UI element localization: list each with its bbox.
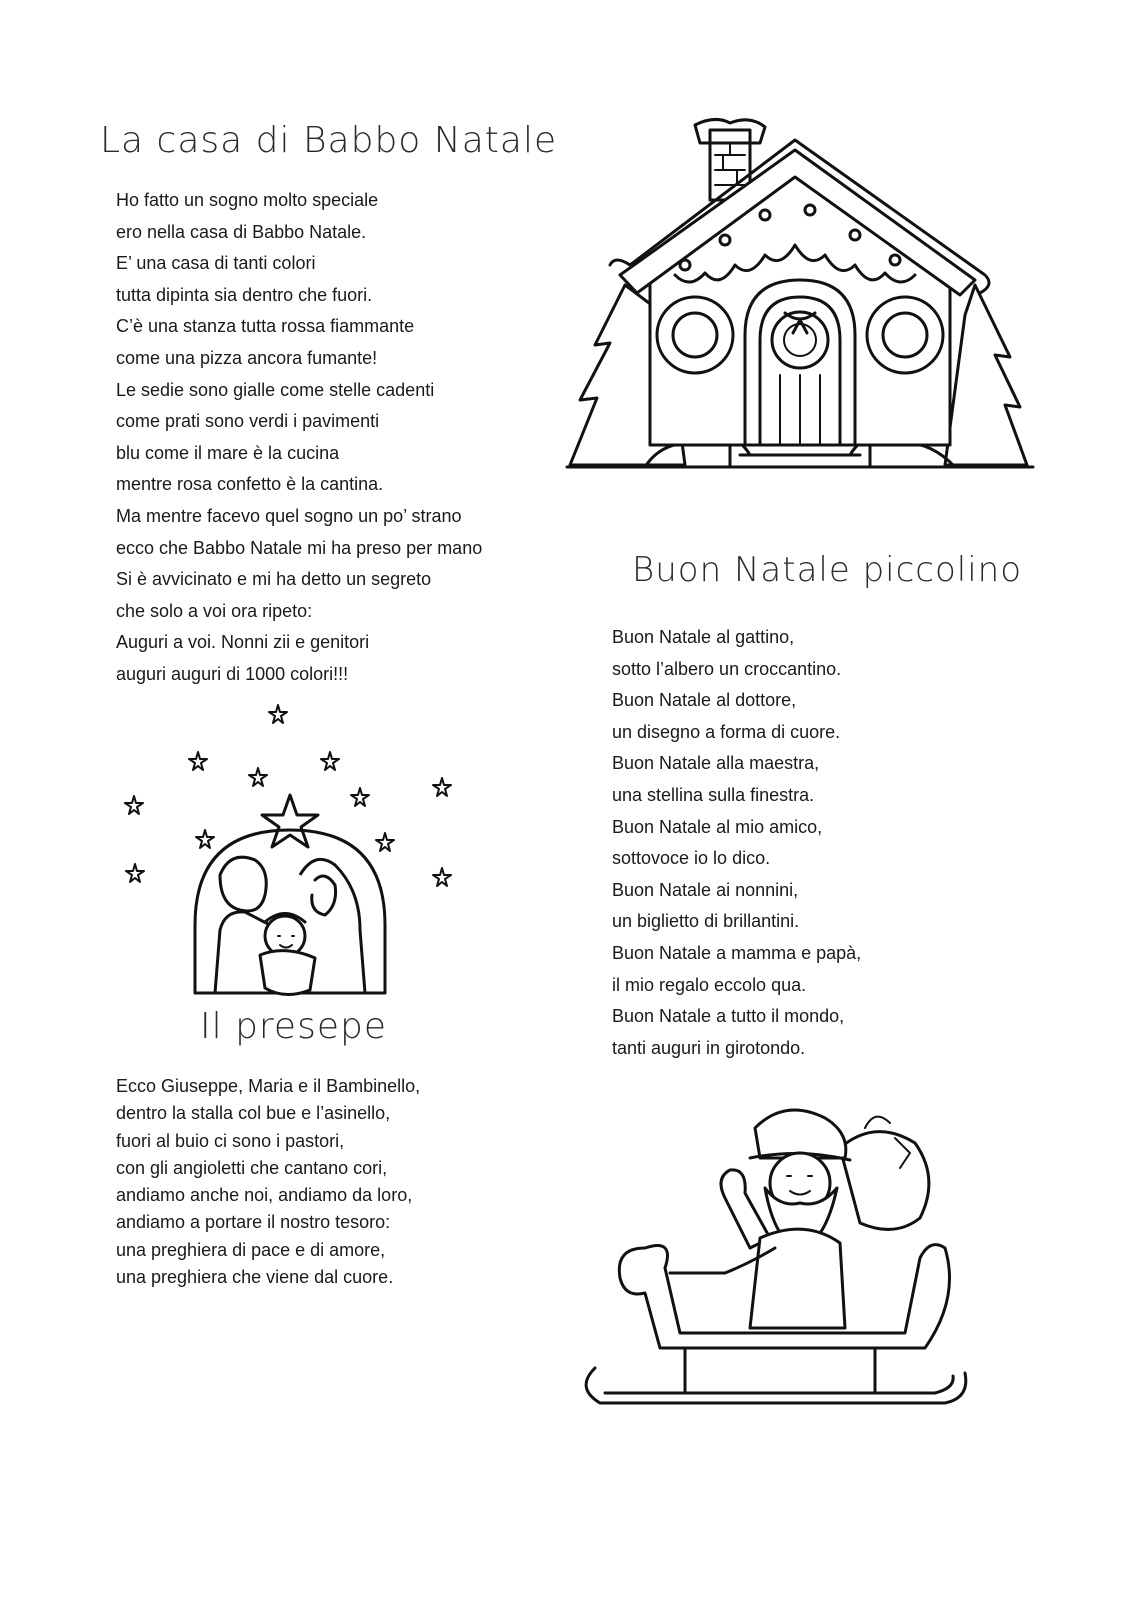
poem-line: ecco che Babbo Natale mi ha preso per mano (116, 537, 483, 558)
poem-line: Buon Natale a tutto il mondo, (612, 1006, 845, 1027)
poem-line: Buon Natale al dottore, (612, 690, 797, 711)
poem-line: Buon Natale a mamma e papà, (612, 942, 862, 963)
poem-casa-babbo-natale (116, 185, 482, 691)
poem-line: il mio regalo eccolo qua. (612, 974, 807, 995)
poem-line: Buon Natale alla maestra, (612, 753, 820, 774)
santa-sleigh-icon (575, 1098, 975, 1448)
poem-line: come prati sono verdi i pavimenti (116, 411, 380, 432)
poem-line: Ma mentre facevo quel sogno un po’ strano (116, 505, 462, 526)
poem-line: fuori al buio ci sono i pastori, (116, 1130, 345, 1151)
poem-line: Ecco Giuseppe, Maria e il Bambinello, (116, 1076, 421, 1096)
poem-line: Ho fatto un sogno molto speciale (116, 190, 379, 210)
poem-line: sottovoce io lo dico. (612, 848, 771, 869)
poem-line: blu come il mare è la cucina (116, 442, 340, 463)
poem-line: Si è avvicinato e mi ha detto un segreto (116, 569, 432, 590)
poem-line: Auguri a voi. Nonni zii e genitori (116, 632, 370, 653)
poem-line: Buon Natale ai nonnini, (612, 879, 799, 900)
poem-line: Buon Natale al mio amico, (612, 816, 823, 837)
poem-line: un disegno a forma di cuore. (612, 721, 841, 742)
poem-line: una preghiera che viene dal cuore. (116, 1267, 394, 1288)
nativity-scene-icon (120, 700, 460, 1000)
poem-line: Le sedie sono gialle come stelle cadenti (116, 379, 435, 400)
poem-title-buon-natale-piccolino: Buon Natale piccolino (632, 550, 1023, 590)
poem-line: sotto l’albero un croccantino. (612, 658, 842, 679)
gingerbread-house-icon (565, 115, 1035, 480)
poem-title-il-presepe: Il presepe (200, 1006, 387, 1047)
poem-line: Buon Natale al gattino, (612, 627, 795, 647)
poem-line: E’ una casa di tanti colori (116, 253, 316, 274)
poem-line: C’è una stanza tutta rossa fiammante (116, 316, 415, 337)
poem-line: mentre rosa confetto è la cantina. (116, 474, 384, 495)
poem-line: auguri auguri di 1000 colori!!! (116, 663, 349, 684)
poem-line: con gli angioletti che cantano cori, (116, 1157, 388, 1178)
poem-line: una preghiera di pace e di amore, (116, 1239, 386, 1260)
poem-line: come una pizza ancora fumante! (116, 347, 378, 368)
poem-buon-natale-piccolino (612, 622, 861, 1064)
star-icon (125, 705, 451, 886)
poem-line: un biglietto di brillantini. (612, 911, 800, 932)
poem-il-presepe (116, 1073, 420, 1291)
poem-line: dentro la stalla col bue e l’asinello, (116, 1103, 391, 1124)
poem-title-casa-babbo-natale: La casa di Babbo Natale (100, 120, 558, 161)
poem-line: ero nella casa di Babbo Natale. (116, 221, 367, 242)
poem-line: una stellina sulla finestra. (612, 784, 815, 805)
poem-line: che solo a voi ora ripeto: (116, 600, 313, 621)
poem-line: tutta dipinta sia dentro che fuori. (116, 284, 373, 305)
poem-line: tanti auguri in girotondo. (612, 1037, 806, 1058)
big-star-icon (262, 795, 318, 847)
poem-line: andiamo anche noi, andiamo da loro, (116, 1185, 413, 1206)
poem-line: andiamo a portare il nostro tesoro: (116, 1212, 391, 1233)
